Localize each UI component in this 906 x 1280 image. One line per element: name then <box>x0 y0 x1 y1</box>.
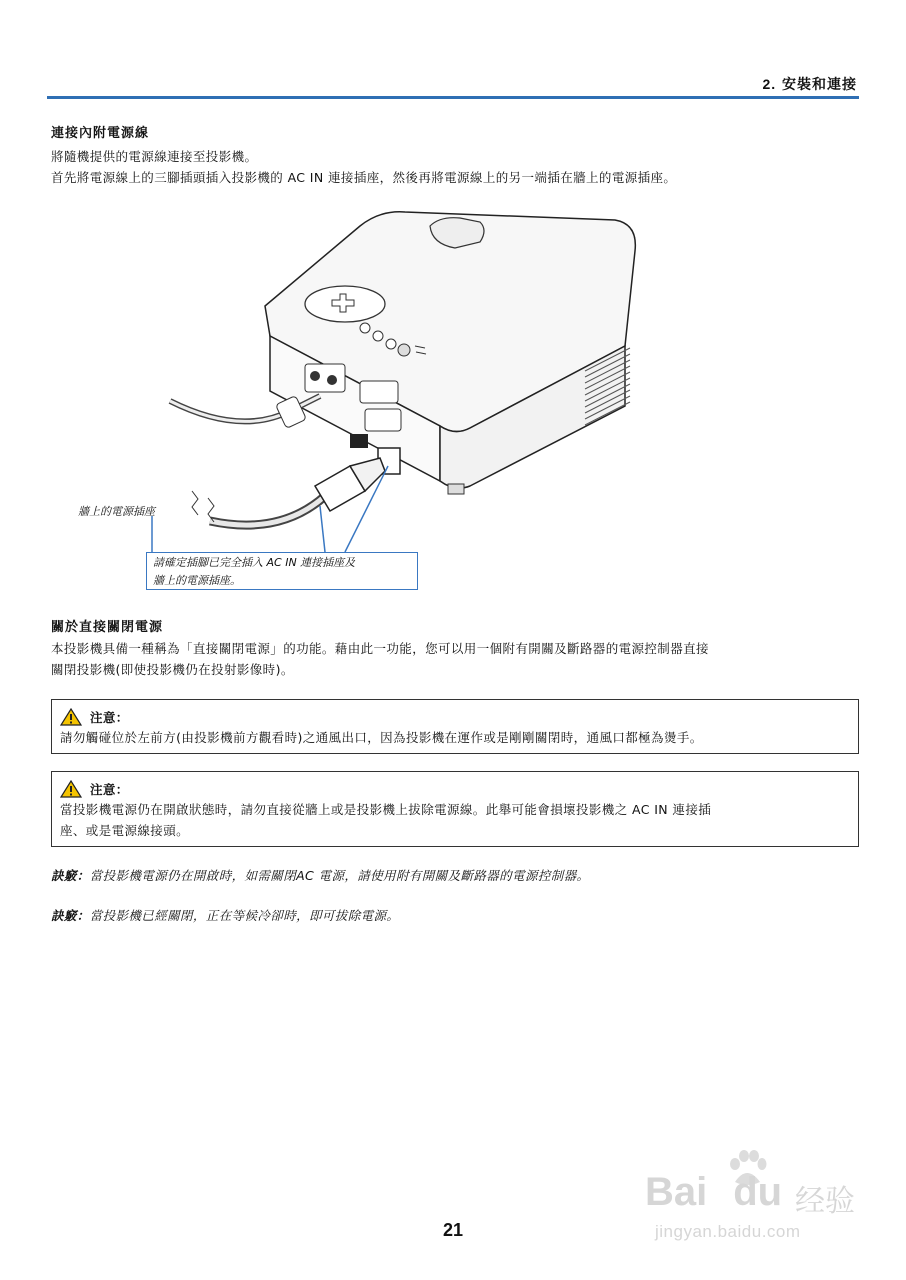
caution-note <box>51 699 859 754</box>
section-title-power-cord: 連接內附電源線 <box>51 126 150 141</box>
callout-line: 請確定插腳已完全插入 AC IN 連接插座及 <box>153 556 356 569</box>
tip <box>51 906 399 924</box>
paragraph-line: 本投影機具備一種稱為「直接關閉電源」的功能。藉由此一功能，您可以用一個附有開關及斷路器的電源控制器直接 <box>51 641 709 656</box>
chapter-number: 2. <box>762 76 777 92</box>
paragraph-line: 將隨機提供的電源線連接至投影機。 <box>51 149 258 164</box>
note-text: 座、或是電源線接頭。 <box>60 823 190 838</box>
page-header <box>47 72 859 99</box>
tip <box>51 866 589 884</box>
warning-icon <box>60 780 82 798</box>
note-header <box>60 707 850 727</box>
chapter-title <box>762 74 857 94</box>
tip-tag: 訣竅： <box>51 868 90 883</box>
warning-icon <box>60 708 82 726</box>
callout-box <box>146 552 418 590</box>
tip-tag: 訣竅： <box>51 908 90 923</box>
note-header <box>60 779 850 799</box>
projector-illustration <box>60 196 650 596</box>
watermark-cn: 经验 <box>795 1184 855 1219</box>
note-text: 當投影機電源仍在開啟狀態時，請勿直接從牆上或是投影機上拔除電源線。此舉可能會損壞投影機之 AC IN 連接插 <box>60 802 712 817</box>
callout-line: 牆上的電源插座。 <box>153 574 241 587</box>
section-title-direct-power-off: 關於直接關閉電源 <box>51 620 164 635</box>
watermark-brand: Bai <box>645 1170 708 1214</box>
paragraph-line: 關閉投影機(即使投影機仍在投射影像時)。 <box>51 662 294 677</box>
paragraph-line: 首先將電源線上的三腳插頭插入投影機的 AC IN 連接插座，然後再將電源線上的另一端插在牆上的電源插座。 <box>51 170 677 185</box>
wall-outlet-label: 牆上的電源插座 <box>78 505 155 518</box>
tip-text: 當投影機已經關閉，正在等候冷卻時，即可拔除電源。 <box>89 908 400 923</box>
caution-note <box>51 771 859 847</box>
note-title: 注意： <box>90 709 129 725</box>
page-number: 21 <box>442 1220 464 1240</box>
chapter-name: 安裝和連接 <box>782 77 857 93</box>
note-title: 注意： <box>90 781 129 797</box>
note-text: 請勿觸碰位於左前方(由投影機前方觀看時)之通風出口，因為投影機在運作或是剛剛關閉時，通風口都極為燙手。 <box>60 730 703 745</box>
watermark-brand-du: du <box>733 1170 783 1214</box>
watermark-url: jingyan.baidu.com <box>655 1222 801 1241</box>
tip-text: 當投影機電源仍在開啟時，如需關閉AC 電源，請使用附有開關及斷路器的電源控制器。 <box>89 868 590 883</box>
